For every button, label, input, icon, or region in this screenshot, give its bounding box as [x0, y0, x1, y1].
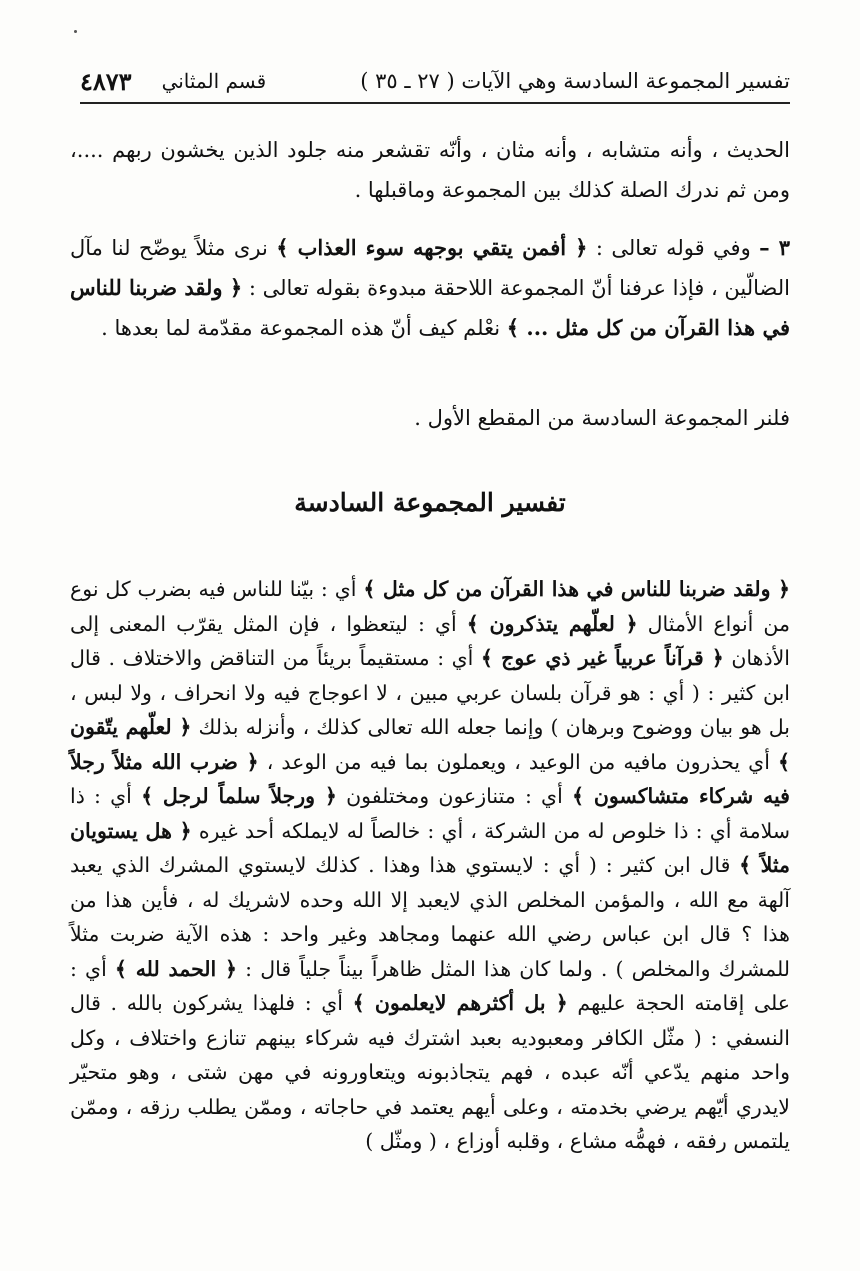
- quran-bracket-close: ﴾: [480, 646, 493, 670]
- quran-bracket-open: ﴿: [625, 611, 638, 636]
- intro-p2-text-c: نعْلم كيف أنّ هذه المجموعة مقدّمة لما بعدها .: [101, 316, 507, 340]
- intro-p2-text-a: وفي قوله تعالى :: [587, 236, 760, 260]
- intro-p2-text-b: نرى مثلاً يوضّح لنا مآل الضالّين ، فإذا عرفنا أنّ المجموعة اللاحقة مبدوءة بقوله تعالى :: [70, 236, 790, 300]
- commentary-text: أي : ليتعظوا ، فإن المثل يقرّب المعنى إلى الأذهان: [70, 611, 790, 670]
- quran-bracket-open: ﴿: [179, 715, 192, 739]
- quran-bracket-open: ﴿: [711, 646, 724, 670]
- intro-paragraph-3: [70, 398, 790, 438]
- intro-paragraph-2: [70, 228, 790, 348]
- quran-quote: ضرب الله مثلاً رجلاً فيه شركاء متشاكسون: [70, 749, 790, 808]
- commentary-text: أي يحذرون مافيه من الوعيد ، ويعملون بما فيه من الوعد ،: [258, 749, 778, 774]
- quran-bracket-close: ﴾: [572, 784, 585, 808]
- quran-quote: الحمد لله: [126, 956, 226, 981]
- intro-paragraph-1: [70, 130, 790, 210]
- page-number: ٤٨٧٣: [80, 66, 132, 96]
- quran-bracket-close: ﴾: [777, 749, 790, 774]
- quran-quote: ولقد ضربنا للناس في هذا القرآن من كل مثل ...: [70, 275, 790, 340]
- quran-quote: هل يستويان مثلاً: [70, 818, 790, 877]
- quran-bracket-open: ﴿: [777, 577, 790, 601]
- running-title: تفسير المجموعة السادسة وهي الآيات ( ٢٧ ـ ٣٥ ): [360, 69, 790, 93]
- quran-bracket-close: ﴾: [352, 991, 365, 1015]
- quran-bracket-close: ﴾: [141, 784, 154, 808]
- quran-quote: ولقد ضربنا للناس في هذا القرآن من كل مثل: [375, 577, 778, 601]
- commentary-text: أي : على إقامته الحجة عليهم: [70, 956, 790, 1015]
- quran-bracket-open: ﴿: [324, 784, 337, 808]
- commentary-text: أي : بيّنا للناس فيه بضرب كل نوع من أنواع الأمثال: [70, 577, 791, 636]
- quran-quote: قرآناً عربياً غير ذي عوج: [492, 646, 712, 670]
- commentary-text: قال ابن كثير : ( أي : لايستوي هذا وهذا . كذلك لايستوي المشرك الذي يعبد آلهة مع الله ، والمؤمن المخلص الذي لايعبد إلا الله وحده لاشريك له ، فأين هذا من هذا ؟ قال ابن عباس رضي الله عنهما ومجاهد وغير واحد : هذه الآية ضربت مثلاً للمشرك والمخلص ) . ولما كان هذا المثل ظاهراً بيناً جلياً قال :: [70, 853, 790, 981]
- commentary-text: أي : متنازعون ومختلفون: [336, 784, 572, 808]
- quran-quote: ورجلاً سلماً لرجل: [153, 784, 325, 808]
- quran-bracket-open: ﴿: [575, 236, 588, 260]
- commentary-text: أي : مستقيماً بريئاً من التناقض والاختلاف . قال ابن كثير : ( أي : هو قرآن بلسان عربي مبين ، لا اعوجاج فيه ولا انحراف ، ولا لبس ، بل هو بيان ووضوح وبرهان ) وإنما جعله الله تعالى كذلك ، وأنزله بذلك: [70, 646, 790, 739]
- quran-bracket-open: ﴿: [246, 749, 259, 774]
- print-speck: [74, 30, 77, 33]
- quran-bracket-open: ﴿: [225, 956, 238, 981]
- quran-bracket-close: ﴾: [363, 577, 376, 601]
- quran-bracket-close: ﴾: [739, 853, 752, 877]
- quran-quote: بل أكثرهم لايعلمون: [364, 991, 556, 1015]
- quran-quote: لعلّهم يتذكرون: [478, 611, 626, 636]
- quran-quote: لعلّهم يتّقون: [70, 715, 180, 739]
- quran-bracket-close: ﴾: [466, 611, 479, 636]
- intro-text-3: فلنر المجموعة السادسة من المقطع الأول .: [414, 406, 790, 430]
- quran-bracket-close: ﴾: [276, 236, 289, 260]
- header-left-group: [80, 67, 266, 96]
- section-name: قسم المثاني: [161, 69, 267, 93]
- quran-bracket-close: ﴾: [506, 316, 520, 340]
- quran-bracket-open: ﴿: [179, 818, 192, 843]
- commentary-text: أي : فلهذا يشركون بالله . قال النسفي : ( مثّل الكافر ومعبوديه بعبد اشترك فيه شركاء بينهم تنازع واختلاف ، وكل واحد منهم يدّعي أنّه عبده ، فهم يتجاذبونه ويتعاورونه في مهن شتى ، وهو متحيّر لايدري أيّهم يرضي بخدمته ، وعلى أيهم يعتمد في حاجاته ، وممّن يطلب رزقه ، وممّن يلتمس رفقه ، فهمُّه مشاع ، وقلبه أوزاع ، ( ومثّل ): [70, 991, 790, 1153]
- quran-bracket-close: ﴾: [114, 956, 127, 981]
- quran-bracket-open: ﴿: [229, 276, 243, 300]
- page-header: [80, 60, 790, 104]
- quran-bracket-open: ﴿: [555, 991, 568, 1015]
- commentary-body: [70, 572, 790, 1159]
- point-number: ٣ –: [759, 235, 790, 260]
- intro-text-1: الحديث ، وأنه متشابه ، وأنه مثان ، وأنّه تقشعر منه جلود الذين يخشون ربهم ....، ومن ثم ندرك الصلة كذلك بين المجموعة وماقبلها .: [70, 138, 790, 202]
- section-title: تفسير المجموعة السادسة: [294, 488, 566, 517]
- commentary-text: أي : ذا سلامة أي : ذا خلوص له من الشركة ، أي : خالصاً له لايملكه أحد غيره: [70, 784, 790, 843]
- quran-quote: أفمن يتقي بوجهه سوء العذاب: [288, 235, 576, 260]
